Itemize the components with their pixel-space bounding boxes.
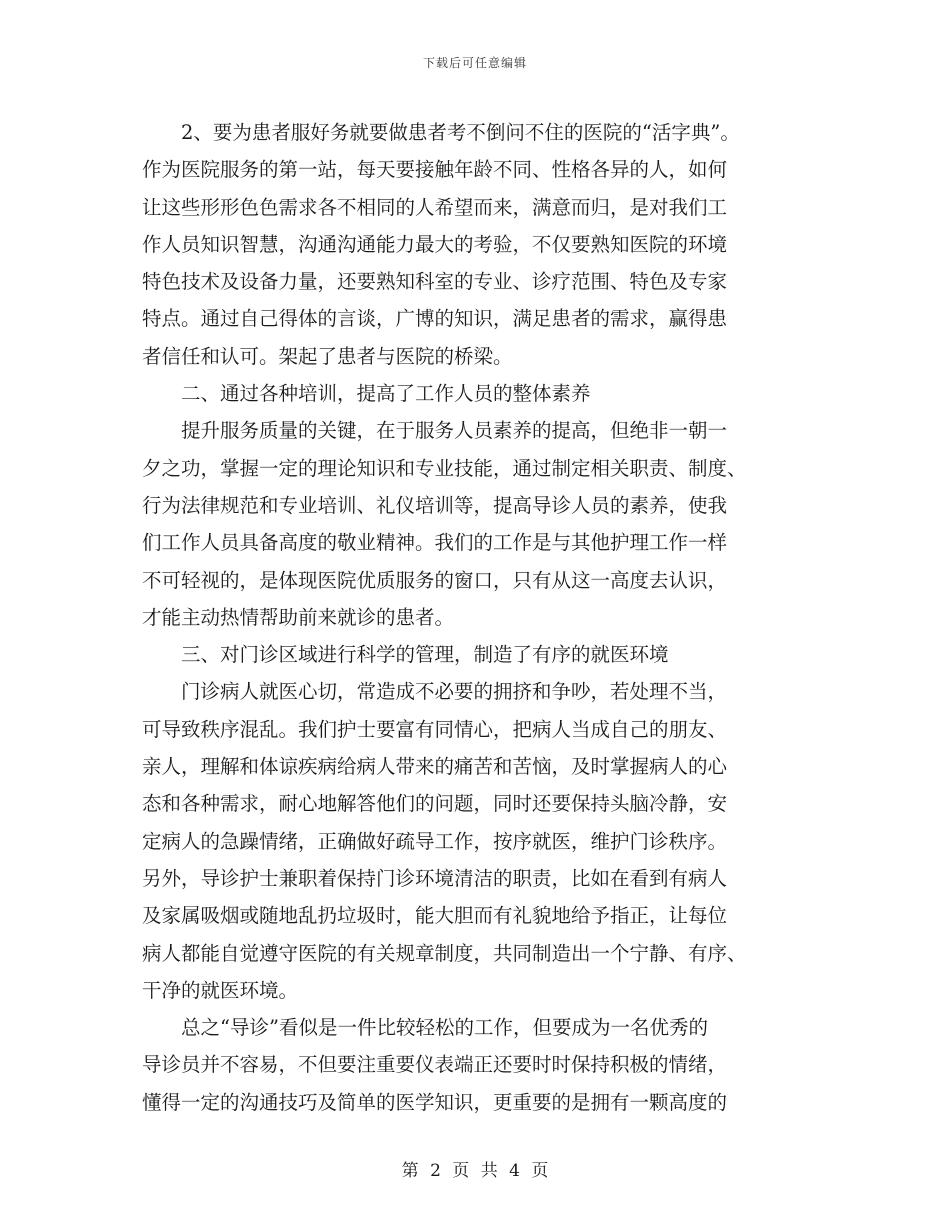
text-line: 三、对门诊区域进行科学的管理，制造了有序的就医环境 <box>181 643 669 667</box>
text-line: 亲人，理解和体谅疾病给病人带来的痛苦和苦恼，及时掌握病人的心 <box>142 755 728 779</box>
text-line: 及家属吸烟或随地乱扔垃圾时，能大胆而有礼貌地给予指正，让每位 <box>142 904 728 928</box>
text-line: 者信任和认可。架起了患者与医院的桥梁。 <box>142 344 513 368</box>
text-line: 让这些形形色色需求各不相同的人希望而来，满意而归，是对我们工 <box>142 195 728 219</box>
text-line: 作人员知识智慧，沟通沟通能力最大的考验，不仅要熟知医院的环境 <box>142 232 728 256</box>
text-line: 定病人的急躁情绪，正确做好疏导工作，按序就医，维护门诊秩序。 <box>142 829 728 853</box>
text-line: 二、通过各种培训，提高了工作人员的整体素养 <box>181 382 591 406</box>
page-footer: 第 2 页 共 4 页 <box>401 1161 549 1181</box>
text-line: 才能主动热情帮助前来就诊的患者。 <box>142 605 455 629</box>
text-line: 导诊员并不容易，不但要注重要仪表端正还要时时保持积极的情绪， <box>142 1053 728 1077</box>
document-body <box>142 114 822 1121</box>
text-line: 不可轻视的，是体现医院优质服务的窗口，只有从这一高度去认识， <box>142 568 728 592</box>
page-header: 下载后可任意编辑 <box>422 56 527 70</box>
text-line: 可导致秩序混乱。我们护士要富有同情心，把病人当成自己的朋友、 <box>142 717 728 741</box>
text-line: 作为医院服务的第一站，每天要接触年龄不同、性格各异的人，如何 <box>142 158 728 182</box>
text-line: 特色技术及设备力量，还要熟知科室的专业、诊疗范围、特色及专家 <box>142 270 728 294</box>
text-line: 2、要为患者服好务就要做患者考不倒问不住的医院的“活字典”。 <box>181 121 740 144</box>
text-line: 行为法律规范和专业培训、礼仪培训等，提高导诊人员的素养，使我 <box>142 493 728 517</box>
text-line: 夕之功，掌握一定的理论知识和专业技能，通过制定相关职责、制度、 <box>142 456 747 480</box>
text-line: 另外，导诊护士兼职着保持门诊环境清洁的职责，比如在看到有病人 <box>142 866 728 890</box>
text-line: 门诊病人就医心切，常造成不必要的拥挤和争吵，若处理不当， <box>181 680 728 704</box>
text-line: 总之“导诊”看似是一件比较轻松的工作，但要成为一名优秀的 <box>181 1016 708 1040</box>
text-line: 态和各种需求，耐心地解答他们的问题，同时还要保持头脑冷静，安 <box>142 792 728 816</box>
text-line: 们工作人员具备高度的敬业精神。我们的工作是与其他护理工作一样 <box>142 531 728 555</box>
text-line: 干净的就医环境。 <box>142 978 299 1002</box>
text-line: 懂得一定的沟通技巧及简单的医学知识，更重要的是拥有一颗高度的 <box>142 1090 728 1114</box>
text-line: 特点。通过自己得体的言谈，广博的知识，满足患者的需求，赢得患 <box>142 307 728 331</box>
text-line: 病人都能自觉遵守医院的有关规章制度，共同制造出一个宁静、有序、 <box>142 941 747 965</box>
text-line: 提升服务质量的关键，在于服务人员素养的提高，但绝非一朝一 <box>181 419 728 443</box>
